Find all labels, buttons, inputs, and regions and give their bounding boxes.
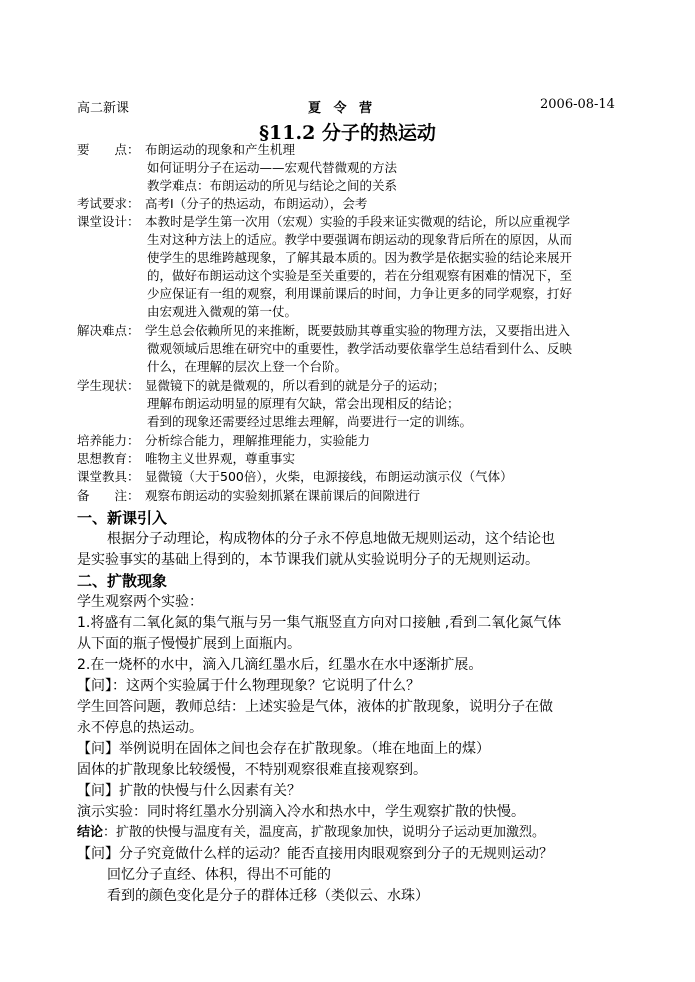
- info-exam: [77, 195, 367, 213]
- body-text: 学生回答问题，教师总结：上述实验是气体，液体的扩散现象，说明分子在做: [77, 699, 553, 715]
- info-design: [77, 213, 570, 231]
- info-text: 使学生的思维跨越现象，了解其最本质的。因为教学是依据实验的结论来展开: [147, 250, 573, 265]
- body-text: 回忆分子直经、体积，得出不可能的: [107, 867, 331, 883]
- conclusion-text: ：扩散的快慢与温度有关，温度高，扩散现象加快，说明分子运动更加激烈。: [103, 825, 546, 840]
- question-line: 【问】：这两个实验属于什么物理现象？它说明了什么？: [77, 678, 420, 694]
- info-label: 解决难点：: [77, 323, 140, 338]
- conclusion-line: [77, 823, 545, 843]
- info-text: 看到的现象还需要经过思维去理解，尚要进行一定的训练。: [147, 414, 473, 429]
- info-status: [77, 377, 445, 395]
- info-label: 思想教育：: [77, 451, 140, 466]
- info-text: 本教时是学生第一次用（宏观）实验的手段来证实微观的结论，所以应重视学: [145, 214, 571, 229]
- question-line: 【问】分子究竟做什么样的运动？能否直接用肉眼观察到分子的无规则运动？: [77, 846, 553, 862]
- info-text: 教学难点：布朗运动的所见与结论之间的关系: [147, 178, 398, 193]
- body-text: 从下面的瓶子慢慢扩展到上面瓶内。: [77, 636, 301, 652]
- info-note: [77, 487, 420, 505]
- info-text: 什么，在理解的层次上登一个台阶。: [147, 359, 348, 374]
- body-text: 固体的扩散现象比较缓慢，不特别观察很难直接观察到。: [77, 762, 427, 778]
- conclusion-label: 结论: [77, 825, 104, 840]
- section-heading: 一、新课引入: [77, 509, 168, 527]
- info-text: 生对这种方法上的适应。教学中要强调布朗运动的现象背后所在的原因，从而: [147, 232, 573, 247]
- info-text: 观察布朗运动的实验刻抓紧在课前课后的间隙进行: [145, 488, 421, 503]
- info-text: 分析综合能力，理解推理能力，实验能力: [145, 433, 371, 448]
- body-text: 看到的颜色变化是分子的群体迁移（类似云、水珠）: [107, 888, 429, 904]
- section-heading: 二、扩散现象: [77, 572, 168, 590]
- info-label: 备 注：: [77, 488, 140, 503]
- question-line: 【问】扩散的快慢与什么因素有关？: [77, 783, 301, 799]
- info-label: 考试要求：: [77, 196, 140, 211]
- body-text: 学生观察两个实验：: [77, 594, 203, 610]
- info-text: 显微镜（大于500倍），火柴，电源接线，布朗运动演示仪（气体）: [145, 469, 513, 484]
- body-text: 根据分子动理论，构成物体的分子永不停息地做无规则运动，这个结论也: [107, 531, 555, 547]
- info-key-points: [77, 141, 295, 159]
- body-text: 演示实验：同时将红墨水分别滴入冷水和热水中，学生观察扩散的快慢。: [77, 804, 525, 820]
- info-text: 由宏观进入微观的第一仗。: [147, 304, 298, 319]
- info-label: 培养能力：: [77, 433, 140, 448]
- info-text: 学生总会依赖所见的来推断，既要鼓励其尊重实验的物理方法，又要指出进入: [145, 323, 571, 338]
- info-label: 课堂设计：: [77, 214, 140, 229]
- info-label: 要 点：: [77, 142, 140, 157]
- info-text: 高考Ⅰ（分子的热运动，布朗运动），会考: [145, 196, 368, 211]
- body-text: 1.将盛有二氧化氮的集气瓶与另一集气瓶竖直方向对口接触 ,看到二氧化氮气体: [77, 615, 562, 631]
- info-text: 的，做好布朗运动这个实验是至关重要的，若在分组观察有困难的情况下，至: [147, 268, 573, 283]
- page-title: §11.2 分子的热运动: [259, 122, 436, 144]
- info-text: 如何证明分子在运动——宏观代替微观的方法: [147, 160, 398, 175]
- info-text: 唯物主义世界观，尊重事实: [145, 451, 296, 466]
- body-text: 是实验事实的基础上得到的，本节课我们就从实验说明分子的无规则运动。: [77, 552, 539, 568]
- question-line: 【问】举例说明在固体之间也会存在扩散现象。（堆在地面上的煤）: [77, 741, 490, 757]
- info-text: 理解布朗运动明显的原理有欠缺，常会出现相反的结论；: [147, 396, 460, 411]
- header-camp: 夏 令 营: [308, 101, 377, 116]
- body-text: 永不停息的热运动。: [77, 720, 203, 736]
- body-text: 2.在一烧杯的水中，滴入几滴红墨水后，红墨水在水中逐渐扩展。: [77, 657, 483, 673]
- info-solve: [77, 322, 570, 340]
- info-text: 少应保证有一组的观察，利用课前课后的时间，力争让更多的同学观察，打好: [147, 286, 573, 301]
- header-course: 高二新课: [77, 101, 130, 116]
- info-idea: [77, 450, 295, 468]
- info-label: 学生现状：: [77, 378, 140, 393]
- info-text: 显微镜下的就是微观的，所以看到的就是分子的运动；: [145, 378, 446, 393]
- info-label: 课堂教具：: [77, 469, 140, 484]
- info-text: 布朗运动的现象和产生机理: [145, 142, 296, 157]
- info-tools: [77, 468, 513, 486]
- header-date: 2006-08-14: [540, 97, 615, 112]
- info-ability: [77, 432, 370, 450]
- info-text: 微观领域后思维在研究中的重要性，教学活动要依靠学生总结看到什么、反映: [147, 341, 573, 356]
